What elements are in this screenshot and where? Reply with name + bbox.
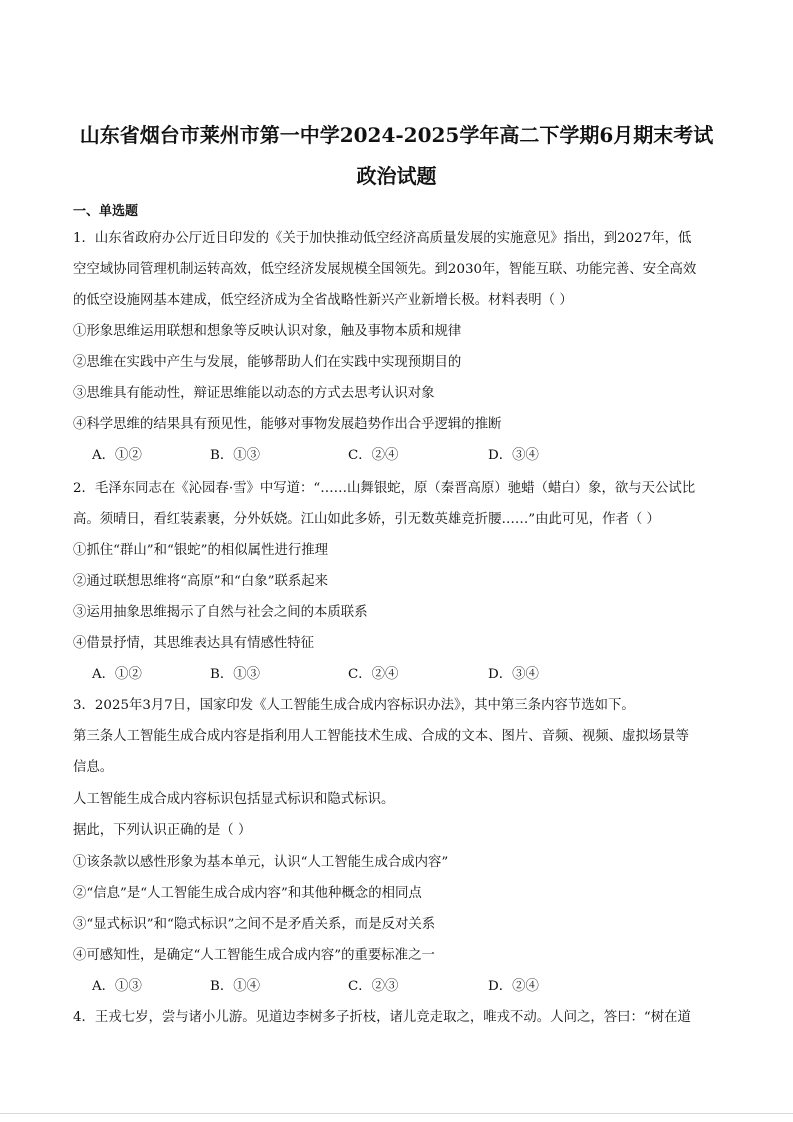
question-1-choice: ①形象思维运用联想和想象等反映认识对象，触及事物本质和规律 <box>73 324 462 339</box>
question-2-choice: ②通过联想思维将“高原”和“白象”联系起来 <box>73 574 329 589</box>
question-2-line: 2．毛泽东同志在《沁园春·雪》中写道：“……山舞银蛇，原（秦晋高原）驰蜡（蜡白）象，欲与天公试比 <box>73 481 696 496</box>
question-1-choice: ③思维具有能动性，辩证思维能以动态的方式去思考认识对象 <box>73 386 435 401</box>
option-b: B．①④ <box>210 979 261 994</box>
question-3-line: 人工智能生成合成内容标识包括显式标识和隐式标识。 <box>73 792 395 807</box>
option-b: B．①③ <box>210 667 261 682</box>
question-1-line: 的低空设施网基本建成，低空经济成为全省战略性新兴产业新增长极。材料表明（ ） <box>73 293 573 308</box>
option-a: A．①② <box>92 448 142 463</box>
question-3-line: 信息。 <box>73 760 114 775</box>
option-c: C．②④ <box>348 448 399 463</box>
question-1-choice: ②思维在实践中产生与发展，能够帮助人们在实践中实现预期目的 <box>73 355 462 370</box>
question-3-choice: ②“信息”是“人工智能生成合成内容”和其他种概念的相同点 <box>73 886 422 901</box>
section-heading: 一、单选题 <box>73 204 139 219</box>
page-bottom-divider <box>0 1113 793 1114</box>
question-2-line: 高。须晴日，看红装素裹，分外妖娆。江山如此多娇，引无数英雄竞折腰……”由此可见，作者（ ） <box>73 512 660 527</box>
option-d: D．②④ <box>488 979 539 994</box>
question-3-choice: ③“显式标识”和“隐式标识”之间不是矛盾关系，而是反对关系 <box>73 917 436 932</box>
question-1-line: 空空域协同管理机制运转高效，低空经济发展规模全国领先。到2030年，智能互联、功能完善、安全高效 <box>73 262 697 277</box>
option-a: A．①② <box>92 667 142 682</box>
question-2-choice: ④借景抒情，其思维表达具有情感性特征 <box>73 636 315 651</box>
document-subtitle: 政治试题 <box>356 164 437 188</box>
question-3-choice: ①该条款以感性形象为基本单元，认识“人工智能生成合成内容” <box>73 855 449 870</box>
question-3-choice: ④可感知性，是确定“人工智能生成合成内容”的重要标准之一 <box>73 948 435 963</box>
question-3-line: 3．2025年3月7日，国家印发《人工智能生成合成内容标识办法》，其中第三条内容节选如下。 <box>73 698 635 713</box>
option-a: A．①③ <box>92 979 142 994</box>
option-d: D．③④ <box>488 667 539 682</box>
option-c: C．②③ <box>348 979 399 994</box>
question-3-line: 第三条人工智能生成合成内容是指利用人工智能技术生成、合成的文本、图片、音频、视频、虚拟场景等 <box>73 729 689 744</box>
question-4-line: 4．王戎七岁，尝与诸小儿游。见道边李树多子折枝，诸儿竞走取之，唯戎不动。人问之，答曰：“树在道 <box>73 1010 691 1025</box>
question-3-line: 据此，下列认识正确的是（ ） <box>73 823 252 838</box>
document-title: 山东省烟台市莱州市第一中学2024-2025学年高二下学期6月期末考试 <box>79 123 714 147</box>
option-d: D．③④ <box>488 448 539 463</box>
question-1-line: 1．山东省政府办公厅近日印发的《关于加快推动低空经济高质量发展的实施意见》指出，到2027年，低 <box>73 231 692 246</box>
option-c: C．②④ <box>348 667 399 682</box>
option-b: B．①③ <box>210 448 261 463</box>
question-1-choice: ④科学思维的结果具有预见性，能够对事物发展趋势作出合乎逻辑的推断 <box>73 417 502 432</box>
question-2-choice: ①抓住“群山”和“银蛇”的相似属性进行推理 <box>73 543 329 558</box>
question-2-choice: ③运用抽象思维揭示了自然与社会之间的本质联系 <box>73 605 368 620</box>
